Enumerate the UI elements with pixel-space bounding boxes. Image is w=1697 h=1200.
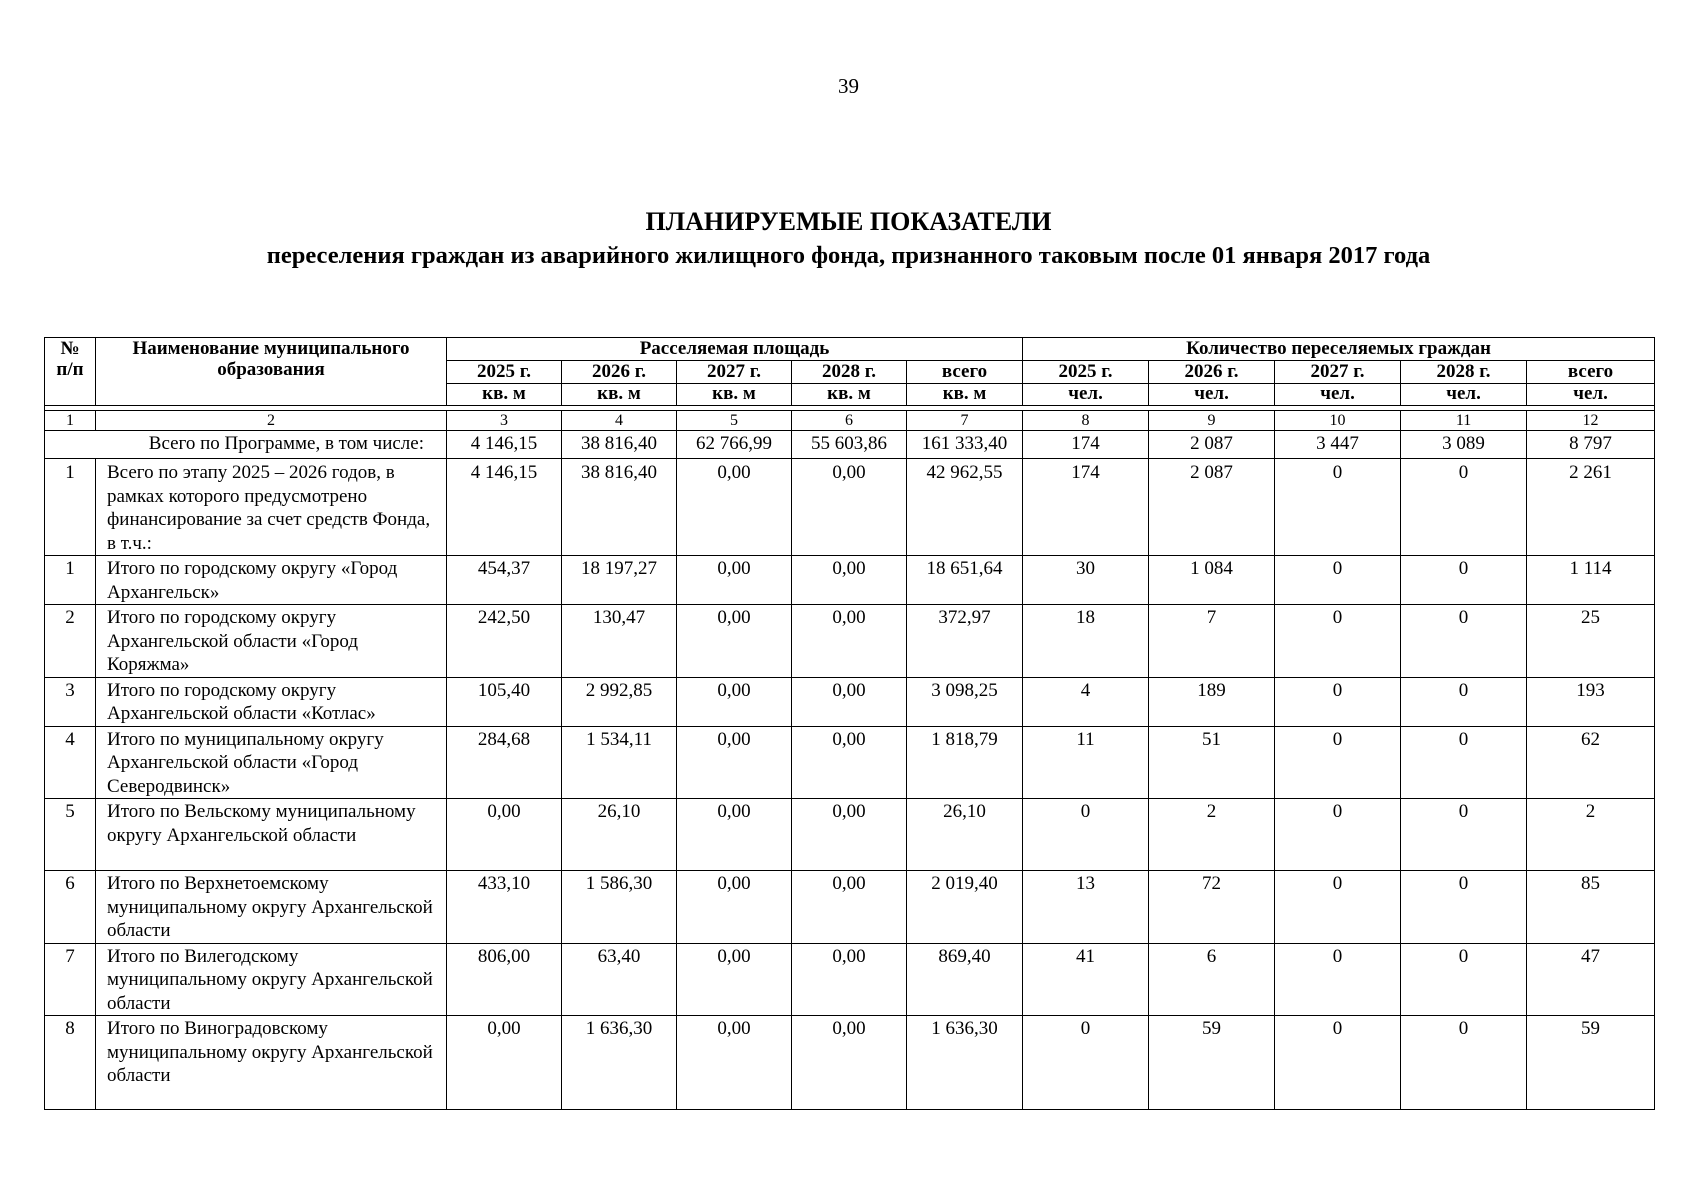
cell: 0,00 [447,1016,562,1110]
cell: 0,00 [677,605,792,678]
header-unit: кв. м [792,384,907,406]
cell: 1 534,11 [562,726,677,799]
cell: 0 [1275,1016,1401,1110]
cell: 189 [1149,677,1275,726]
cell: 25 [1527,605,1655,678]
cell: 284,68 [447,726,562,799]
cell: 372,97 [907,605,1023,678]
total-name: Всего по Программе, в том числе: [45,431,447,459]
cell: 51 [1149,726,1275,799]
cell: 55 603,86 [792,431,907,459]
cell: 72 [1149,871,1275,944]
indicators-table [44,337,1655,1110]
cell: 62 [1527,726,1655,799]
cell: 47 [1527,943,1655,1016]
cell: 0 [1275,799,1401,871]
header-unit: кв. м [907,384,1023,406]
cell: 0 [1275,605,1401,678]
cell: 0,00 [677,1016,792,1110]
row-number: 4 [45,726,96,799]
column-number: 4 [562,411,677,431]
cell: 30 [1023,556,1149,605]
column-number: 7 [907,411,1023,431]
column-number: 12 [1527,411,1655,431]
cell: 0 [1401,799,1527,871]
cell: 0 [1401,943,1527,1016]
header-year: 2025 г. [447,361,562,384]
cell: 0 [1401,1016,1527,1110]
table-row [45,677,1655,726]
cell: 26,10 [907,799,1023,871]
header-year: 2026 г. [1149,361,1275,384]
cell: 869,40 [907,943,1023,1016]
cell: 0,00 [677,943,792,1016]
cell: 454,37 [447,556,562,605]
header-unit: чел. [1275,384,1401,406]
cell: 0 [1275,943,1401,1016]
cell: 2 019,40 [907,871,1023,944]
cell: 26,10 [562,799,677,871]
cell: 85 [1527,871,1655,944]
cell: 0 [1401,871,1527,944]
cell: 11 [1023,726,1149,799]
cell: 4 [1023,677,1149,726]
header-unit: кв. м [677,384,792,406]
column-number: 2 [96,411,447,431]
header-year: 2025 г. [1023,361,1149,384]
row-name: Итого по городскому округу «Город Архангельск» [96,556,447,605]
cell: 0 [1401,459,1527,556]
row-name: Итого по городскому округу Архангельской области «Котлас» [96,677,447,726]
row-number: 2 [45,605,96,678]
cell: 0,00 [792,605,907,678]
table-row [45,459,1655,556]
cell: 0,00 [792,459,907,556]
cell: 0,00 [447,799,562,871]
cell: 242,50 [447,605,562,678]
cell: 3 089 [1401,431,1527,459]
header-year: 2026 г. [562,361,677,384]
row-name: Всего по этапу 2025 – 2026 годов, в рамках которого предусмотрено финансирование за счет средств Фонда, в т.ч.: [96,459,447,556]
cell: 38 816,40 [562,459,677,556]
table-row [45,1016,1655,1110]
cell: 2 087 [1149,431,1275,459]
cell: 0 [1401,726,1527,799]
cell: 806,00 [447,943,562,1016]
row-number: 1 [45,556,96,605]
column-number: 6 [792,411,907,431]
cell: 0 [1401,556,1527,605]
header-year: 2027 г. [1275,361,1401,384]
header-year: 2028 г. [792,361,907,384]
row-number: 8 [45,1016,96,1110]
total-row [45,431,1655,459]
row-number: 6 [45,871,96,944]
header-year: 2028 г. [1401,361,1527,384]
cell: 18 197,27 [562,556,677,605]
row-name: Итого по Верхнетоемскому муниципальному округу Архангельской области [96,871,447,944]
page-number: 39 [838,74,859,98]
cell: 6 [1149,943,1275,1016]
cell: 1 636,30 [907,1016,1023,1110]
header-unit: чел. [1149,384,1275,406]
column-number: 10 [1275,411,1401,431]
header-year: всего [1527,361,1655,384]
cell: 0,00 [677,556,792,605]
row-name: Итого по Вилегодскому муниципальному округу Архангельской области [96,943,447,1016]
cell: 4 146,15 [447,459,562,556]
cell: 0,00 [792,871,907,944]
table-row [45,605,1655,678]
cell: 3 098,25 [907,677,1023,726]
cell: 0 [1275,677,1401,726]
cell: 0 [1401,605,1527,678]
cell: 59 [1149,1016,1275,1110]
cell: 0 [1275,459,1401,556]
cell: 62 766,99 [677,431,792,459]
cell: 4 146,15 [447,431,562,459]
cell: 18 651,64 [907,556,1023,605]
column-number: 8 [1023,411,1149,431]
cell: 2 [1149,799,1275,871]
cell: 59 [1527,1016,1655,1110]
cell: 0,00 [677,871,792,944]
header-unit: кв. м [562,384,677,406]
column-number: 5 [677,411,792,431]
cell: 0,00 [792,726,907,799]
cell: 1 114 [1527,556,1655,605]
header-people-group: Количество переселяемых граждан [1023,338,1655,361]
table-row [45,871,1655,944]
cell: 13 [1023,871,1149,944]
table-row [45,799,1655,871]
header-unit: кв. м [447,384,562,406]
document-title: ПЛАНИРУЕМЫЕ ПОКАЗАТЕЛИ [645,207,1052,236]
cell: 2 [1527,799,1655,871]
cell: 0,00 [677,726,792,799]
cell: 0 [1275,556,1401,605]
row-name: Итого по муниципальному округу Архангельской области «Город Северодвинск» [96,726,447,799]
row-number: 3 [45,677,96,726]
cell: 0 [1275,871,1401,944]
column-number: 1 [45,411,96,431]
cell: 105,40 [447,677,562,726]
cell: 41 [1023,943,1149,1016]
column-number: 3 [447,411,562,431]
row-name: Итого по Виноградовскому муниципальному округу Архангельской области [96,1016,447,1110]
header-area-group: Расселяемая площадь [447,338,1023,361]
cell: 161 333,40 [907,431,1023,459]
header-name: Наименование муниципального образования [96,338,447,406]
cell: 0 [1275,726,1401,799]
cell: 1 636,30 [562,1016,677,1110]
table-row [45,943,1655,1016]
header-unit: чел. [1527,384,1655,406]
cell: 1 586,30 [562,871,677,944]
cell: 18 [1023,605,1149,678]
header-unit: чел. [1023,384,1149,406]
cell: 7 [1149,605,1275,678]
cell: 2 992,85 [562,677,677,726]
cell: 0,00 [792,943,907,1016]
cell: 0 [1401,677,1527,726]
header-year: всего [907,361,1023,384]
cell: 42 962,55 [907,459,1023,556]
cell: 0,00 [677,799,792,871]
cell: 433,10 [447,871,562,944]
header-year: 2027 г. [677,361,792,384]
cell: 174 [1023,431,1149,459]
cell: 0,00 [792,799,907,871]
cell: 63,40 [562,943,677,1016]
column-number: 9 [1149,411,1275,431]
cell: 8 797 [1527,431,1655,459]
row-number: 1 [45,459,96,556]
table-row [45,556,1655,605]
cell: 0 [1023,799,1149,871]
cell: 130,47 [562,605,677,678]
header-unit: чел. [1401,384,1527,406]
cell: 0,00 [792,677,907,726]
cell: 1 818,79 [907,726,1023,799]
row-number: 7 [45,943,96,1016]
row-name: Итого по Вельскому муниципальному округу Архангельской области [96,799,447,871]
cell: 0,00 [792,556,907,605]
row-number: 5 [45,799,96,871]
cell: 0,00 [677,459,792,556]
cell: 0 [1023,1016,1149,1110]
cell: 38 816,40 [562,431,677,459]
document-subtitle: переселения граждан из аварийного жилищного фонда, признанного таковым после 01 января 2017 года [266,242,1431,269]
cell: 2 087 [1149,459,1275,556]
cell: 174 [1023,459,1149,556]
cell: 3 447 [1275,431,1401,459]
column-number: 11 [1401,411,1527,431]
cell: 193 [1527,677,1655,726]
header-num: № п/п [45,338,96,406]
table-row [45,726,1655,799]
cell: 1 084 [1149,556,1275,605]
cell: 0,00 [792,1016,907,1110]
cell: 2 261 [1527,459,1655,556]
cell: 0,00 [677,677,792,726]
row-name: Итого по городскому округу Архангельской области «Город Коряжма» [96,605,447,678]
